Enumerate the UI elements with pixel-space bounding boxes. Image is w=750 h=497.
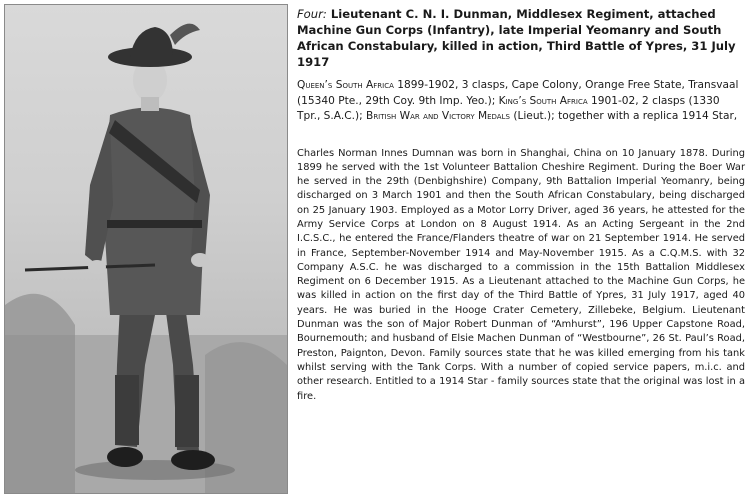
lot-title: Lieutenant C. N. I. Dunman, Middlesex Regiment, attached Machine Gun Corps (Infantry), late Imperial Yeomanry and South African Constabulary, killed in action, Third Battle of Ypres, 31 July 1917: [297, 7, 736, 69]
medal-name-bwm-victory: British War and Victory Medals: [366, 110, 510, 122]
lot-description: [297, 6, 745, 404]
lot-heading: [297, 6, 745, 70]
medal-detail-qsa: , 3 clasps, Cape Colony, Orange Free State, Transvaal (15340 Pte., 29th Coy. 9th Imp. Yeo.);: [297, 79, 739, 107]
soldier-portrait-photo: [4, 4, 288, 494]
lot-number: Four:: [297, 7, 327, 21]
medal-name-qsa: Queen’s South Africa 1899-1902: [297, 79, 455, 91]
medal-detail-bwm-victory: (Lieut.); together with a replica 1914 Star,: [509, 110, 738, 122]
biography-text: Charles Norman Innes Dumnan was born in Shanghai, China on 10 January 1878. During 1899 he served with the 1st Volunteer Battalion Cheshire Regiment. During the Boer War he served in the 29th (Denbighshire) Company, 9th Battalion Imperial Yeomanry, being discharged on 3 March 1901 and then the South African Constabulary, being discharged on 25 January 1903. Employed as a Motor Lorry Driver, aged 36 years, he attested for the Army Service Corps at London on 8 August 1914. As an Acting Sergeant in the 2nd I.C.S.C., he entered the France/Flanders theatre of war on 21 September 1914. He served in France, September-November 1914 and May-November 1915. As a C.Q.M.S. with 32 Company A.S.C. he was discharged to a commission in the 15th Battalion Middlesex Regiment on 6 December 1915. As a Lieutenant attached to the Machine Gun Corps, he was killed in action on the first day of the Third Battle of Ypres, 31 July 1917, aged 40 years. He was buried in the Hooge Crater Cemetery, Zillebeke, Belgium. Lieutenant Dunman was the son of Major Robert Dunman of “Amhurst”, 196 Upper Capstone Road, Bournemouth; and husband of Elsie Machen Dunman of “Westbourne”, 26 St. Paul’s Road, Preston, Paignton, Devon. Family sources state that he was killed emerging from his tank whilst serving with the Tank Corps. With a number of copied service papers, m.i.c. and other research. Entitled to a 1914 Star - family sources state that the original was lost in a fire.: [297, 147, 745, 402]
medal-detail-ksa: , 2 clasps (1330 Tpr., S.A.C.);: [297, 94, 720, 122]
medal-name-ksa: King’s South Africa 1901-02: [498, 94, 636, 107]
medal-group-description: [297, 78, 745, 125]
soldier-figure-icon: [5, 5, 287, 493]
